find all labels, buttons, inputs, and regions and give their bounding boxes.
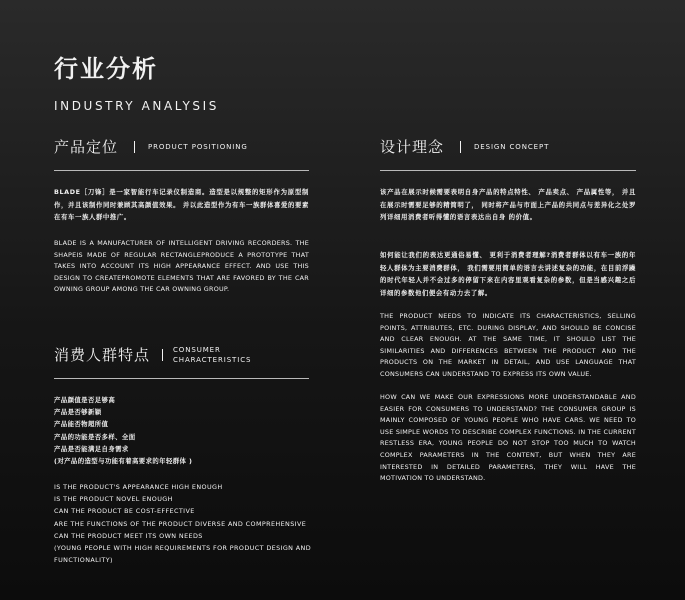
section-title-en: DESIGN CONCEPT — [474, 143, 550, 151]
list-item: (对产品的造型与功能有着高要求的年轻群体 ) — [54, 457, 193, 466]
list-item: 产品的功能是否多样、全面 — [54, 432, 136, 441]
list-item: CAN THE PRODUCT MEET ITS OWN NEEDS — [54, 531, 203, 540]
section-title-en: PRODUCT POSITIONING — [148, 143, 248, 151]
section-rule — [54, 170, 309, 171]
section-header-consumer-characteristics — [54, 345, 251, 365]
section-rule — [380, 170, 636, 171]
design-concept-text-en-1: THE PRODUCT NEEDS TO INDICATE ITS CHARACTERISTICS, SELLING POINTS, ATTRIBUTES, ETC. DURING DISPLAY, AND SHOULD BE CONCISE AND CLEAR ENOUGH. AT THE SAME TIME, IT SHOULD LIST THE SIMILARITIES AND DIFFERENCES BETWEEN THE PRODUCT AND THE PRODUCTS ON THE MARKET IN DETAIL, AND USE LANGUAGE THAT CONSUMERS CAN UNDERSTAND TO EXPRESS ITS OWN VALUE. — [380, 312, 636, 378]
list-item: 产品是否能满足自身需求 — [54, 444, 129, 453]
page-title: 行业分析 — [54, 55, 158, 83]
consumer-list-cn — [54, 394, 192, 467]
design-concept-text-cn-2: 如何能让我们的表达更通俗易懂、 更利于消费者理解?消费者群体以有车一族的年轻人群体为主要消费群体， 我们需要用简单的语言去讲述复杂的功能，在目前浮躁的时代年轻人并不会过多的停留下来在内容里观看复杂的参数，但是当感兴趣之后详细的参数他们便会有动力去了解。 — [380, 251, 636, 297]
section-title-cn: 产品定位 — [54, 138, 119, 156]
product-positioning-text-en: BLADE IS A MANUFACTURER OF INTELLIGENT DRIVING RECORDERS. THE SHAPEIS MADE OF REGULAR RECTANGLEPRODUCE A PROTOTYPE THAT TAKES INTO ACCOUNT ITS HIGH APPEARANCE EFFECT. AND USE THIS DESIGN TO CREATEPROMOTE ELEMENTS THAT ARE FAVORED BY THE CAR OWNING GROUP AMONG THE CAR OWNING GROUP. — [54, 239, 309, 294]
product-positioning-text-cn: BLADE［刀锋］是一家智能行车记录仪制造商。造型是以规整的矩形作为原型制作，并且该制作同时兼顾其高颜值效果。 并以此造型作为有车一族群体喜爱的要素在有车一族人群中推广。 — [54, 188, 309, 222]
list-item: FUNCTIONALITY) — [54, 556, 113, 565]
page-subtitle: INDUSTRY ANALYSIS — [54, 99, 219, 113]
section-title-en: CONSUMER CHARACTERISTICS — [173, 346, 252, 364]
design-concept-text-cn-1: 该产品在展示时候需要表明自身产品的特点特性、 产品卖点、 产品属性等， 并且在展示时需要足够的精简明了， 同时将产品与市面上产品的共同点与差异化之处罗列详细用消费者听得懂的语言表达出自身 的价值。 — [380, 188, 636, 222]
list-item: (YOUNG PEOPLE WITH HIGH REQUIREMENTS FOR PRODUCT DESIGN AND — [54, 544, 312, 553]
section-rule — [54, 378, 309, 379]
list-item: IS THE PRODUCT'S APPEARANCE HIGH ENOUGH — [54, 483, 223, 491]
list-item: ARE THE FUNCTIONS OF THE PRODUCT DIVERSE AND COMPREHENSIVE — [54, 519, 307, 528]
section-header-product-positioning — [54, 137, 248, 157]
list-item: 产品颜值是否足够高 — [54, 396, 116, 404]
title-divider — [460, 141, 461, 153]
list-item: IS THE PRODUCT NOVEL ENOUGH — [54, 495, 173, 504]
section-title-cn: 设计理念 — [380, 138, 445, 156]
list-item: 产品是否够新颖 — [54, 408, 102, 417]
section-header-design-concept — [380, 137, 549, 157]
title-divider — [162, 349, 163, 361]
list-item: CAN THE PRODUCT BE COST-EFFECTIVE — [54, 507, 195, 516]
list-item: 产品能否物超所值 — [54, 420, 109, 429]
title-divider — [134, 141, 135, 153]
section-title-cn: 消费人群特点 — [54, 346, 151, 364]
design-concept-text-en-2: HOW CAN WE MAKE OUR EXPRESSIONS MORE UNDERSTANDABLE AND EASIER FOR CONSUMERS TO UNDERSTAND? THE CONSUMER GROUP IS MAINLY COMPOSED OF YOUNG PEOPLE WHO HAVE CARS. WE NEED TO USE SIMPLE WORDS TO DESCRIBE COMPLEX FUNCTIONS. IN THE CURRENT RESTLESS ERA, YOUNG PEOPLE DO NOT STOP TOO MUCH TO WATCH COMPLEX PARAMETERS IN THE CONTENT, BUT WHEN THEY ARE INTERESTED IN DETAILED PARAMETERS, THEY WILL HAVE THE MOTIVATION TO UNDERSTAND. — [380, 393, 636, 483]
consumer-list-en — [54, 481, 311, 566]
